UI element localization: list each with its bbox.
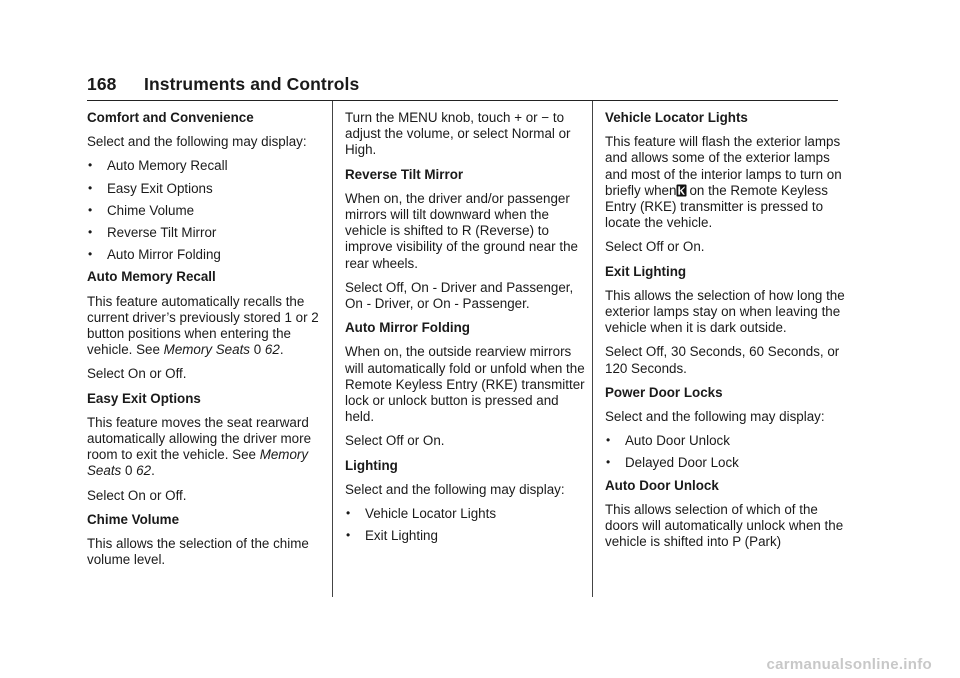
column-3 <box>605 110 845 558</box>
paragraph: When on, the outside rearview mirrors will automatically fold or unfold when the Remote Keyless Entry (RKE) transmitter lock or unlock button is pressed and held. <box>345 344 585 425</box>
section-heading: Vehicle Locator Lights <box>605 110 748 125</box>
paragraph: This allows selection of which of the doors will automatically unlock when the vehicle is shifted into P (Park) <box>605 501 844 550</box>
paragraph: Select Off, On - Driver and Passenger, On - Driver, or On - Passenger. <box>345 279 574 312</box>
paragraph: Select and the following may display: <box>87 134 307 150</box>
column-2 <box>345 110 585 550</box>
section-heading: Comfort and Convenience <box>87 110 254 125</box>
page-reference[interactable]: 62 <box>264 342 280 358</box>
paragraph: Select Off, 30 Seconds, 60 Seconds, or 120 Seconds. <box>605 344 840 376</box>
paragraph: Select On or Off. <box>87 366 187 382</box>
paragraph: This feature moves the seat rearward automatically allowing the driver more room to exit the vehicle. See Memory Seats 0 62. <box>87 414 312 479</box>
list-item: • Reverse Tilt Mirror <box>87 225 325 241</box>
watermark: carmanualsonline.info <box>766 656 932 673</box>
paragraph: This allows the selection of the chime volume level. <box>87 536 309 568</box>
paragraph: Select Off or On. <box>605 239 705 255</box>
list-item: • Exit Lighting <box>345 528 585 544</box>
paragraph-text: on the Remote Keyless Entry (RKE) transmitter is pressed to locate the vehicle. <box>605 182 828 231</box>
section-heading: Auto Memory Recall <box>87 269 216 285</box>
section-heading: Lighting <box>345 457 398 473</box>
column-divider <box>332 101 333 597</box>
column-1 <box>87 110 325 576</box>
section-heading: Easy Exit Options <box>87 390 201 406</box>
paragraph: Select and the following may display: <box>605 409 825 425</box>
cross-reference-link[interactable]: Memory Seats <box>163 342 250 358</box>
list-item: • Auto Mirror Folding <box>87 247 325 263</box>
section-heading: Auto Mirror Folding <box>345 320 470 336</box>
list-item: • Chime Volume <box>87 203 325 219</box>
paragraph <box>605 134 845 231</box>
paragraph: This allows the selection of how long the exterior lamps stay on when leaving the vehicle when it is dark outside. <box>605 287 845 336</box>
paragraph: Select Off or On. <box>345 433 445 449</box>
paragraph-text: This feature automatically recalls the current driver’s previously stored 1 or 2 button positions when entering the vehicle. See <box>87 293 319 358</box>
paragraph: When on, the driver and/or passenger mirrors will tilt downward when the vehicle is shifted to R (Reverse) to improve visibility of the ground near the rear wheels. <box>345 190 578 271</box>
list-item: • Easy Exit Options <box>87 181 325 197</box>
section-heading: Auto Door Unlock <box>605 477 719 493</box>
list-item: • Delayed Door Lock <box>605 455 845 471</box>
paragraph-text: This feature moves the seat rearward automatically allowing the driver more room to exit the vehicle. See <box>87 414 312 463</box>
remote-lock-button-icon <box>676 184 687 197</box>
paragraph-text: This feature will flash the exterior lamps and allows some of the exterior lamps and most of the interior lamps to turn on briefly when <box>605 134 842 198</box>
paragraph: Select and the following may display: <box>345 481 565 497</box>
list-item: • Vehicle Locator Lights <box>345 506 585 522</box>
page-number: 168 <box>87 74 117 94</box>
page-reference[interactable]: 62 <box>136 463 152 479</box>
list-item: • Auto Memory Recall <box>87 158 325 174</box>
cross-reference-link[interactable]: Memory Seats <box>87 447 309 479</box>
column-divider <box>592 101 593 597</box>
page-ref-icon: 0 <box>124 463 133 479</box>
page-header <box>87 70 838 101</box>
section-heading: Power Door Locks <box>605 384 723 400</box>
section-heading: Chime Volume <box>87 511 180 527</box>
page-title: Instruments and Controls <box>144 74 360 94</box>
paragraph: This feature automatically recalls the current driver’s previously stored 1 or 2 button positions when entering the vehicle. See Memory Seats 0 62. <box>87 293 319 358</box>
list-item: • Auto Door Unlock <box>605 433 845 449</box>
section-heading: Reverse Tilt Mirror <box>345 166 464 182</box>
paragraph: Select On or Off. <box>87 487 187 503</box>
page-ref-icon: 0 <box>253 342 262 358</box>
paragraph: Turn the MENU knob, touch + or − to adjust the volume, or select Normal or High. <box>345 110 571 158</box>
section-heading: Exit Lighting <box>605 263 687 279</box>
